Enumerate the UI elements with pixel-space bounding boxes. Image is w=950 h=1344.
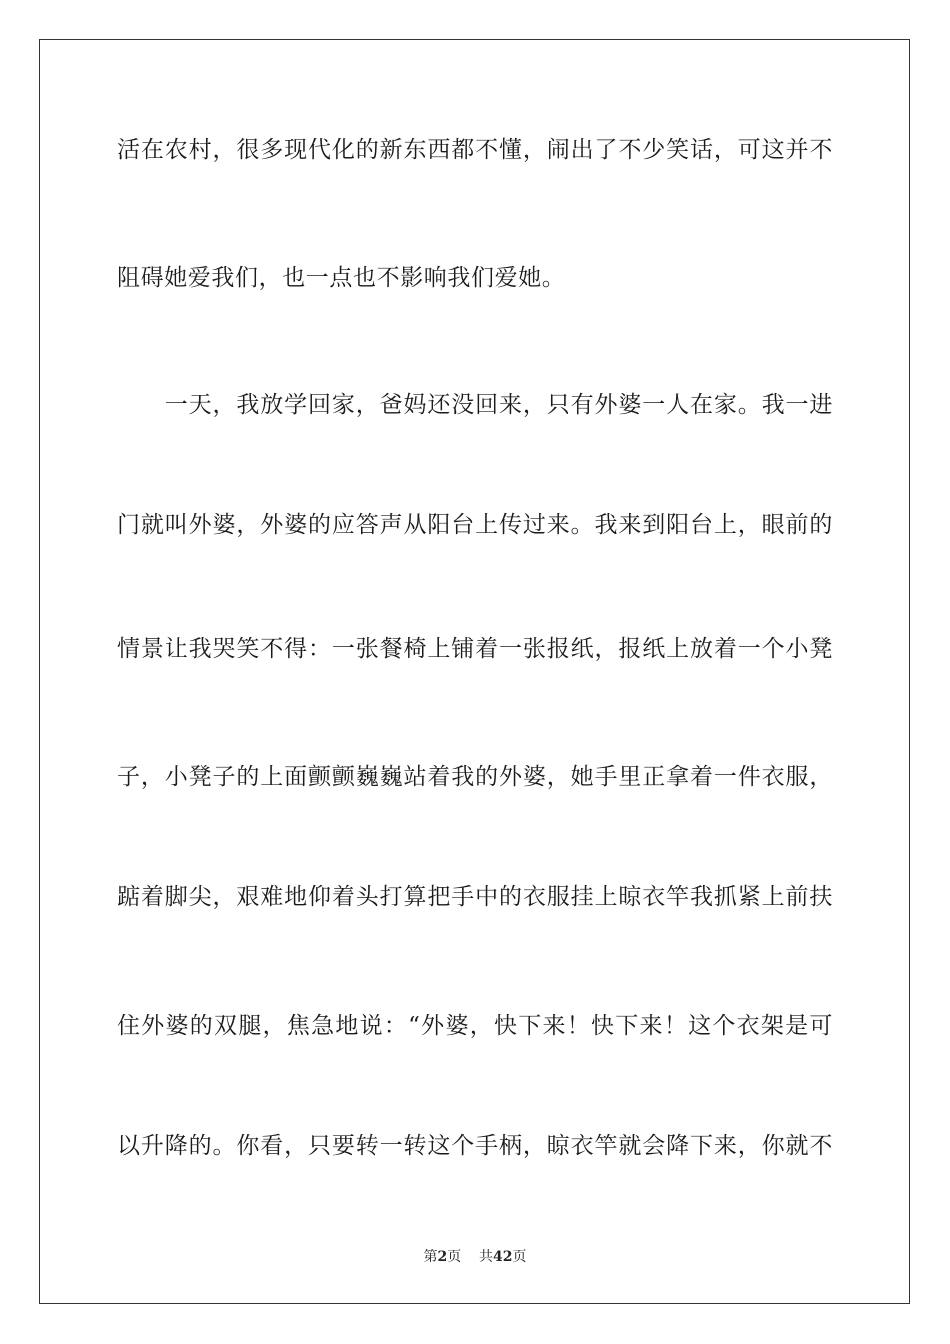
page-footer bbox=[0, 1248, 950, 1266]
text-line-4: 门就叫外婆，外婆的应答声从阳台上传过来。我来到阳台上，眼前的 bbox=[117, 512, 833, 538]
page-number: 2 bbox=[437, 1249, 448, 1265]
page-label-suffix: 页 bbox=[447, 1249, 462, 1265]
text-line-9: 以升降的。你看，只要转一转这个手柄，晾衣竿就会降下来，你就不 bbox=[117, 1133, 833, 1159]
text-line-2: 阻碍她爱我们，也一点也不影响我们爱她。 bbox=[117, 265, 566, 291]
total-label-suffix: 页 bbox=[512, 1249, 527, 1265]
text-line-3: 一天，我放学回家，爸妈还没回来，只有外婆一人在家。我一进 bbox=[117, 392, 833, 418]
text-line-8: 住外婆的双腿，焦急地说：“外婆，快下来！快下来！这个衣架是可 bbox=[117, 1013, 833, 1039]
text-line-5: 情景让我哭笑不得：一张餐椅上铺着一张报纸，报纸上放着一个小凳 bbox=[117, 636, 833, 662]
text-line-7: 踮着脚尖，艰难地仰着头打算把手中的衣服挂上晾衣竿我抓紧上前扶 bbox=[117, 884, 833, 910]
text-line-6: 子，小凳子的上面颤颤巍巍站着我的外婆，她手里正拿着一件衣服， bbox=[117, 764, 833, 790]
text-line-1: 活在农村，很多现代化的新东西都不懂，闹出了不少笑话，可这并不 bbox=[117, 137, 833, 163]
page-border bbox=[39, 39, 910, 1304]
page-label-prefix: 第 bbox=[423, 1249, 438, 1265]
total-label-prefix: 共 bbox=[479, 1249, 494, 1265]
total-pages: 42 bbox=[493, 1249, 513, 1265]
